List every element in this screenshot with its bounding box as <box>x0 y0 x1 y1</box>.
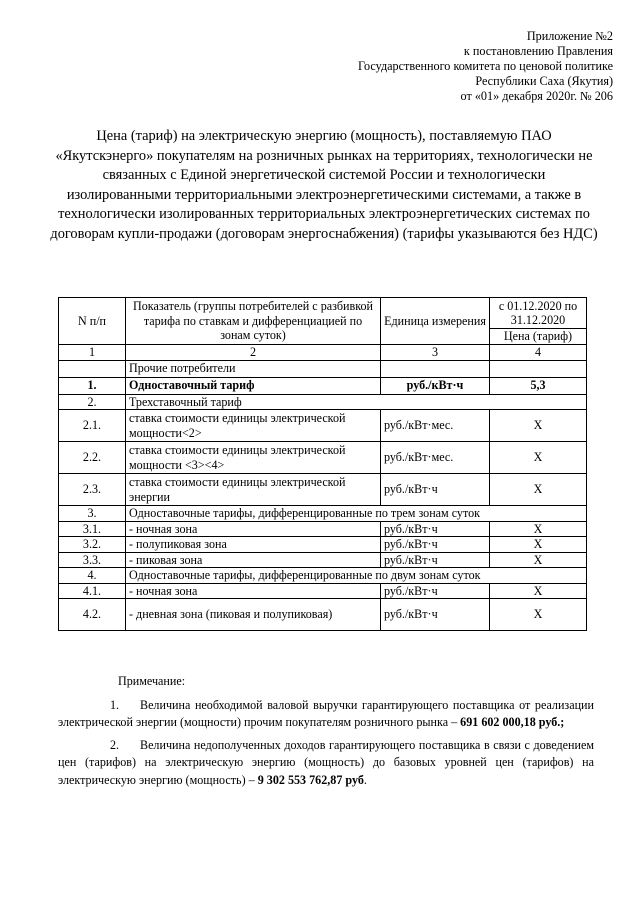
document-title: Цена (тариф) на электрическую энергию (мощность), поставляемую ПАО «Якутскэнерго» покупателям на розничных рынках на территориях, технологически не связанных с Единой энергетической системой России и технологически изолированными территориальными электроэнергетическими системами, а также в технологически изолированных территориальных электроэнергетических системах по договорам купли-продажи (договорам энергоснабжения) (тарифы указываются без НДС) <box>50 128 598 242</box>
row-name: ставка стоимости единицы электрической энергии <box>126 474 381 506</box>
row-num: 4.2. <box>59 599 126 631</box>
header-price: Цена (тариф) <box>490 329 587 345</box>
row-value: X <box>490 410 587 442</box>
row-name: - дневная зона (пиковая и полупиковая) <box>126 599 381 631</box>
row-num: 4. <box>59 568 126 584</box>
row-name: ставка стоимости единицы электрической мощности <3><4> <box>126 442 381 474</box>
row-unit: руб./кВт·ч <box>381 521 490 537</box>
section-row <box>59 360 587 377</box>
note-item <box>58 737 594 790</box>
table-row <box>59 410 587 442</box>
table-row <box>59 474 587 506</box>
row-num: 4.1. <box>59 583 126 599</box>
column-number: 3 <box>381 345 490 361</box>
table-row <box>59 568 587 584</box>
table-row <box>59 583 587 599</box>
row-name: - полупиковая зона <box>126 537 381 553</box>
row-name: Одноставочный тариф <box>126 377 381 394</box>
row-value: X <box>490 442 587 474</box>
row-num: 3. <box>59 506 126 522</box>
section-value-cell <box>490 360 587 377</box>
row-unit: руб./кВт·ч <box>381 474 490 506</box>
row-unit: руб./кВт·ч <box>381 377 490 394</box>
note-end: . <box>363 772 367 787</box>
section-unit-cell <box>381 360 490 377</box>
row-unit: руб./кВт·мес. <box>381 442 490 474</box>
row-name: - ночная зона <box>126 583 381 599</box>
note-value: 691 602 000,18 руб.; <box>460 715 565 730</box>
column-number: 4 <box>490 345 587 361</box>
table-row <box>59 377 587 394</box>
note-text: Величина недополученных доходов гарантирующего поставщика в связи с доведением цен (тарифов) на электрическую энергию (мощность) до базовых уровней цен (тарифов) на электрическую энергию (мощность) – <box>58 737 594 787</box>
annex-line: Приложение №2 <box>526 29 613 43</box>
header-num: N п/п <box>59 298 126 345</box>
row-name: - ночная зона <box>126 521 381 537</box>
table-header-row <box>59 298 587 329</box>
row-name: - пиковая зона <box>126 552 381 568</box>
annex-line: от «01» декабря 2020г. № 206 <box>460 89 613 103</box>
row-value: X <box>490 474 587 506</box>
table-row <box>59 537 587 553</box>
row-name: Одноставочные тарифы, дифференцированные по двум зонам суток <box>126 568 587 584</box>
row-num: 3.3. <box>59 552 126 568</box>
notes-heading: Примечание: <box>118 674 186 688</box>
column-number: 1 <box>59 345 126 361</box>
table-row <box>59 599 587 631</box>
annex-header <box>358 29 613 104</box>
row-num: 1. <box>59 377 126 394</box>
note-value: 9 302 553 762,87 руб <box>257 772 364 787</box>
note-number: 2. <box>110 737 120 752</box>
table-row <box>59 521 587 537</box>
note-item <box>58 697 594 732</box>
section-label: Прочие потребители <box>126 360 381 377</box>
column-number: 2 <box>126 345 381 361</box>
notes-section <box>58 673 594 790</box>
table-row <box>59 442 587 474</box>
row-num: 2.1. <box>59 410 126 442</box>
row-unit: руб./кВт·ч <box>381 552 490 568</box>
section-num-cell <box>59 360 126 377</box>
row-name: Одноставочные тарифы, дифференцированные по трем зонам суток <box>126 506 587 522</box>
annex-line: к постановлению Правления <box>463 44 613 58</box>
row-value: X <box>490 599 587 631</box>
annex-line: Государственного комитета по ценовой политике <box>358 59 613 73</box>
row-num: 2. <box>59 394 126 410</box>
row-value: X <box>490 537 587 553</box>
annex-line: Республики Саха (Якутия) <box>475 74 613 88</box>
table-row <box>59 394 587 410</box>
row-value: 5,3 <box>490 377 587 394</box>
row-num: 3.1. <box>59 521 126 537</box>
row-name: Трехставочный тариф <box>126 394 587 410</box>
row-value: X <box>490 552 587 568</box>
header-unit: Единица измерения <box>381 298 490 345</box>
header-period: с 01.12.2020 по 31.12.2020 <box>490 298 587 329</box>
row-name: ставка стоимости единицы электрической мощности<2> <box>126 410 381 442</box>
row-unit: руб./кВт·ч <box>381 599 490 631</box>
row-unit: руб./кВт·ч <box>381 537 490 553</box>
row-value: X <box>490 521 587 537</box>
note-number: 1. <box>110 697 120 712</box>
tariff-table <box>58 297 587 631</box>
table-row <box>59 506 587 522</box>
row-num: 2.2. <box>59 442 126 474</box>
row-value: X <box>490 583 587 599</box>
row-unit: руб./кВт·ч <box>381 583 490 599</box>
header-indicator: Показатель (группы потребителей с разбивкой тарифа по ставкам и дифференциацией по зонам суток) <box>126 298 381 345</box>
table-row <box>59 552 587 568</box>
column-number-row <box>59 345 587 361</box>
note-text: Величина необходимой валовой выручки гарантирующего поставщика от реализации электрической энергии (мощности) прочим покупателям розничного рынка – <box>58 697 594 730</box>
row-unit: руб./кВт·мес. <box>381 410 490 442</box>
row-num: 2.3. <box>59 474 126 506</box>
row-num: 3.2. <box>59 537 126 553</box>
